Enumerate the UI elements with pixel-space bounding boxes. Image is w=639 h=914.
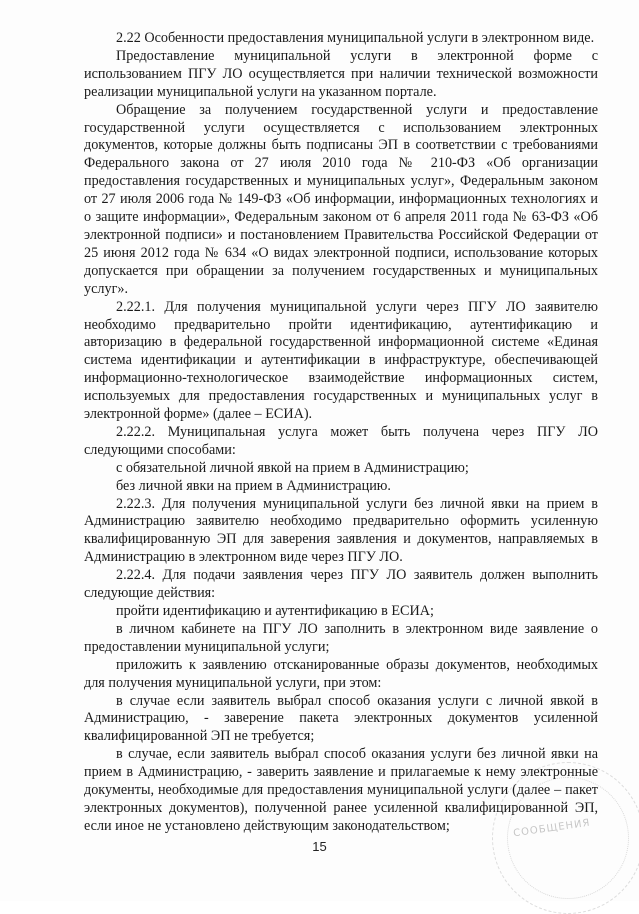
list-item: без личной явки на прием в Администрацию.	[116, 477, 391, 494]
list-item: в случае если заявитель выбрал способ оказания услуги с личной явкой в Администрацию, - заверение пакета электронных документов усиленной квалифицированной ЭП не требуется;	[84, 692, 598, 745]
list-item: в случае, если заявитель выбрал способ оказания услуги без личной явки на прием в Администрацию, - заверить заявление и прилагаемые к нему электронные документы, необходимые для предоставления муниципальной услуги (далее – пакет электронных документов), полученной ранее усиленной квалифицированной ЭП, если иное не установлено действующим законодательством;	[84, 746, 598, 834]
list-item: пройти идентификацию и аутентификацию в ЕСИА;	[116, 603, 434, 619]
stamp-text: СООБЩЕНИЯ	[512, 817, 592, 840]
page-number: 15	[312, 839, 327, 854]
paragraph: Обращение за получением государственной услуги и предоставление государственной услуги осуществляется с использованием электронных документов, которые должны быть подписаны ЭП в соответствии с требованиями Федерального закона от 27 июля 2010 года № 210-ФЗ «Об организации предоставления государственных и муниципальных услуг», Федеральным законом от 27 июля 2006 года № 149-ФЗ «Об информации, информационных технологиях и о защите информации», Федеральным законом от 6 апреля 2011 года № 63-ФЗ «Об электронной подписи» и постановлением Правительства Российской Федерации от 25 июня 2012 года № 634 «О видах электронной подписи, использование которых допускается при обращении за получением государственных и муниципальных услуг».	[84, 101, 598, 297]
paragraph: Предоставление муниципальной услуги в электронной форме с использованием ПГУ ЛО осуществляется при наличии технической возможности реализации муниципальной услуги на указанном портале.	[84, 47, 598, 100]
paragraph: 2.22.4. Для подачи заявления через ПГУ ЛО заявитель должен выполнить следующие действия:	[84, 567, 598, 602]
list-item: с обязательной личной явкой на прием в Администрацию;	[116, 459, 469, 476]
document-body	[84, 30, 598, 836]
paragraph: 2.22.3. Для получения муниципальной услуги без личной явки на прием в Администрацию заявителю необходимо предварительно оформить усиленную квалифицированную ЭП для заверения заявления и документов, направляемых в Администрацию в электронном виде через ПГУ ЛО.	[84, 495, 598, 566]
paragraph: 2.22.1. Для получения муниципальной услуги через ПГУ ЛО заявителю необходимо предварительно пройти идентификацию, аутентификацию и авторизацию в федеральной государственной информационной системе «Единая система идентификации и аутентификации в инфраструктуре, обеспечивающей информационно-технологическое взаимодействие информационных систем, используемых для предоставления государственных и муниципальных услуг в электронной форме» (далее – ЕСИА).	[84, 298, 598, 423]
list-item: приложить к заявлению отсканированные образы документов, необходимых для получения муниципальной услуги, при этом:	[84, 656, 598, 691]
list-item: в личном кабинете на ПГУ ЛО заполнить в электронном виде заявление о предоставлении муниципальной услуги;	[84, 620, 598, 655]
section-heading: 2.22 Особенности предоставления муниципальной услуги в электронном виде.	[116, 30, 595, 46]
paragraph: 2.22.2. Муниципальная услуга может быть получена через ПГУ ЛО следующими способами:	[84, 423, 598, 458]
